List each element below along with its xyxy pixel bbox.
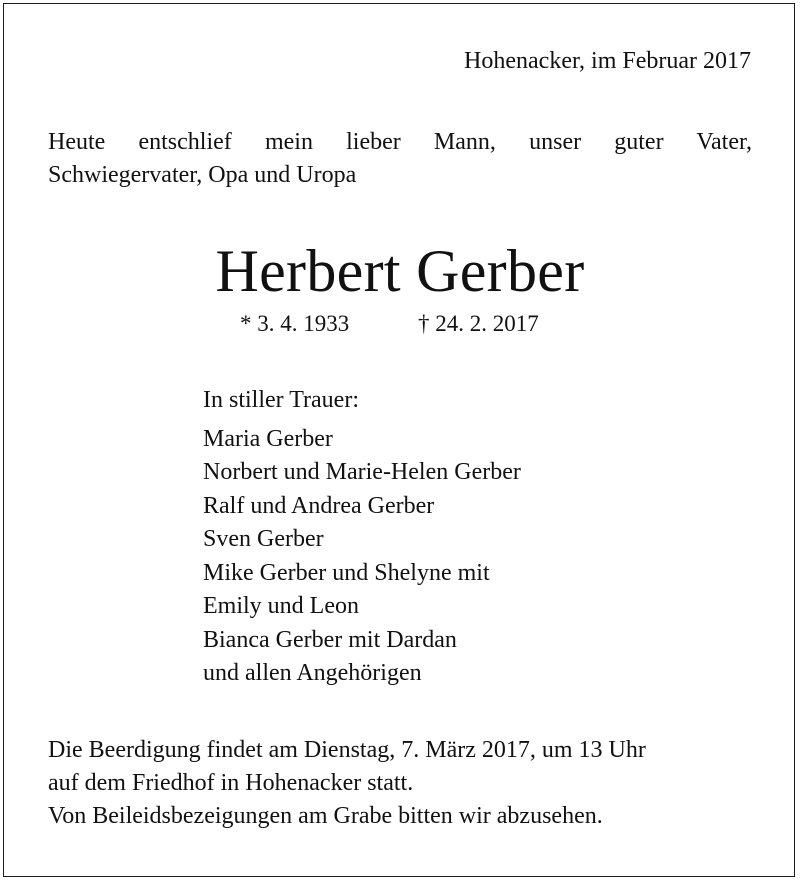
mourner-item: Norbert und Marie-Helen Gerber <box>203 459 521 485</box>
mourner-item: Ralf und Andrea Gerber <box>203 492 435 519</box>
mourner-item: und allen Angehörigen <box>203 660 422 686</box>
mourner-item: Maria Gerber <box>203 425 333 452</box>
mourner-item: Sven Gerber <box>203 526 324 552</box>
mourning-heading: In stiller Trauer: <box>203 387 359 413</box>
mourners-block <box>203 384 521 691</box>
intro-text <box>48 126 752 192</box>
birth-date: * 3. 4. 1933 <box>240 311 350 336</box>
mourner-item: Bianca Gerber mit Dardan <box>203 626 457 653</box>
funeral-info <box>48 734 768 833</box>
deceased-name: Herbert Gerber <box>215 238 585 304</box>
mourners-list <box>203 423 521 691</box>
place-date: Hohenacker, im Februar 2017 <box>464 48 751 74</box>
death-date: † 24. 2. 2017 <box>418 311 539 336</box>
funeral-line-3: Von Beileidsbezeigungen am Grabe bitten wir abzusehen. <box>48 803 603 829</box>
mourner-item: Emily und Leon <box>203 593 359 619</box>
mourner-item: Mike Gerber und Shelyne mit <box>203 559 490 586</box>
intro-line-2: Schwiegervater, Opa und Uropa <box>48 162 357 188</box>
funeral-line-2: auf dem Friedhof in Hohenacker statt. <box>48 770 414 796</box>
intro-line-1: Heute entschlief mein lieber Mann, unser guter Vater, <box>48 129 752 155</box>
funeral-line-1: Die Beerdigung findet am Dienstag, 7. März 2017, um 13 Uhr <box>48 737 646 763</box>
